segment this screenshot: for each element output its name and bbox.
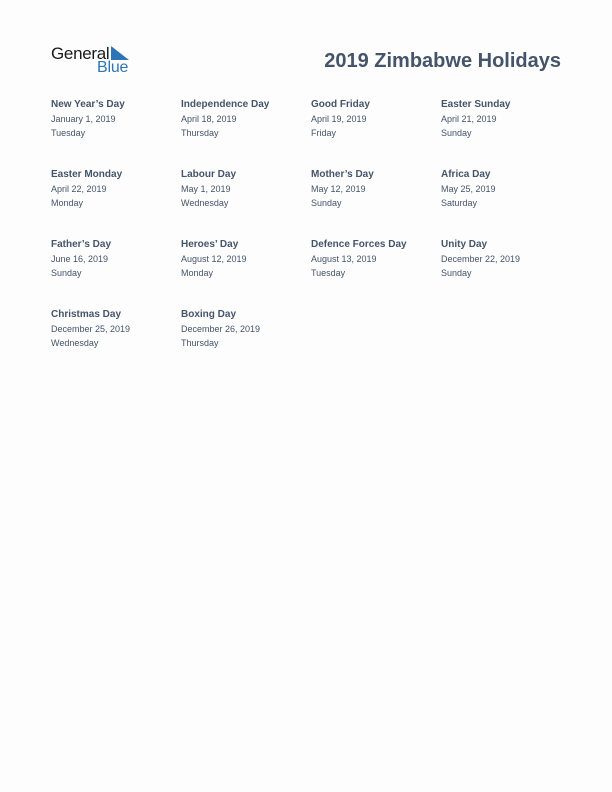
holiday-item (181, 98, 311, 168)
holiday-item (441, 98, 571, 168)
holiday-weekday: Tuesday (51, 128, 86, 138)
holiday-weekday: Sunday (311, 198, 342, 208)
logo-text-blue: Blue (97, 59, 129, 76)
holiday-item (181, 168, 311, 238)
holiday-name: Unity Day (441, 239, 488, 250)
holiday-name: Independence Day (181, 99, 270, 110)
holiday-item (311, 98, 441, 168)
holiday-item (51, 98, 181, 168)
holiday-name: Easter Monday (51, 169, 123, 180)
holiday-weekday: Saturday (441, 198, 478, 208)
holiday-date: April 22, 2019 (51, 184, 107, 194)
holiday-item (181, 238, 311, 308)
holiday-date: June 16, 2019 (51, 254, 109, 264)
holiday-name: Heroes’ Day (181, 239, 239, 250)
holiday-name: Africa Day (441, 169, 491, 180)
holiday-date: May 1, 2019 (181, 184, 231, 194)
holiday-name: Father’s Day (51, 239, 112, 250)
holiday-weekday: Sunday (441, 128, 472, 138)
holiday-name: Labour Day (181, 169, 237, 180)
holiday-weekday: Monday (51, 198, 84, 208)
holiday-item (441, 168, 571, 238)
holiday-weekday: Sunday (51, 268, 82, 278)
holiday-weekday: Wednesday (51, 338, 99, 348)
holiday-name: Easter Sunday (441, 99, 511, 110)
holiday-name: Christmas Day (51, 309, 122, 320)
holiday-date: April 18, 2019 (181, 114, 237, 124)
holiday-name: New Year’s Day (51, 99, 125, 110)
holiday-weekday: Wednesday (181, 198, 229, 208)
holiday-date: December 26, 2019 (181, 324, 261, 334)
holiday-date: December 25, 2019 (51, 324, 131, 334)
logo-text-general: General (51, 44, 110, 63)
holiday-weekday: Thursday (181, 128, 219, 138)
holiday-item (51, 238, 181, 308)
holiday-date: December 22, 2019 (441, 254, 521, 264)
holiday-name: Boxing Day (181, 309, 237, 320)
holiday-item (311, 238, 441, 308)
holiday-name: Defence Forces Day (311, 239, 407, 250)
holiday-item (441, 238, 571, 308)
holiday-grid (51, 98, 571, 378)
holiday-item (311, 168, 441, 238)
holiday-weekday: Thursday (181, 338, 219, 348)
holiday-item (181, 308, 311, 378)
triangle-flag-icon (111, 46, 129, 60)
brand-logo (51, 44, 141, 78)
holiday-date: May 12, 2019 (311, 184, 366, 194)
holiday-date: April 21, 2019 (441, 114, 497, 124)
holiday-date: May 25, 2019 (441, 184, 496, 194)
holiday-name: Good Friday (311, 99, 370, 110)
holiday-date: August 12, 2019 (181, 254, 247, 264)
holiday-date: April 19, 2019 (311, 114, 367, 124)
holiday-weekday: Sunday (441, 268, 472, 278)
holiday-weekday: Friday (311, 128, 337, 138)
holiday-name: Mother’s Day (311, 169, 374, 180)
holiday-weekday: Tuesday (311, 268, 346, 278)
holiday-weekday: Monday (181, 268, 214, 278)
holiday-item (51, 308, 181, 378)
page-title: 2019 Zimbabwe Holidays (324, 50, 561, 72)
holiday-date: January 1, 2019 (51, 114, 116, 124)
holiday-item (51, 168, 181, 238)
holiday-date: August 13, 2019 (311, 254, 377, 264)
